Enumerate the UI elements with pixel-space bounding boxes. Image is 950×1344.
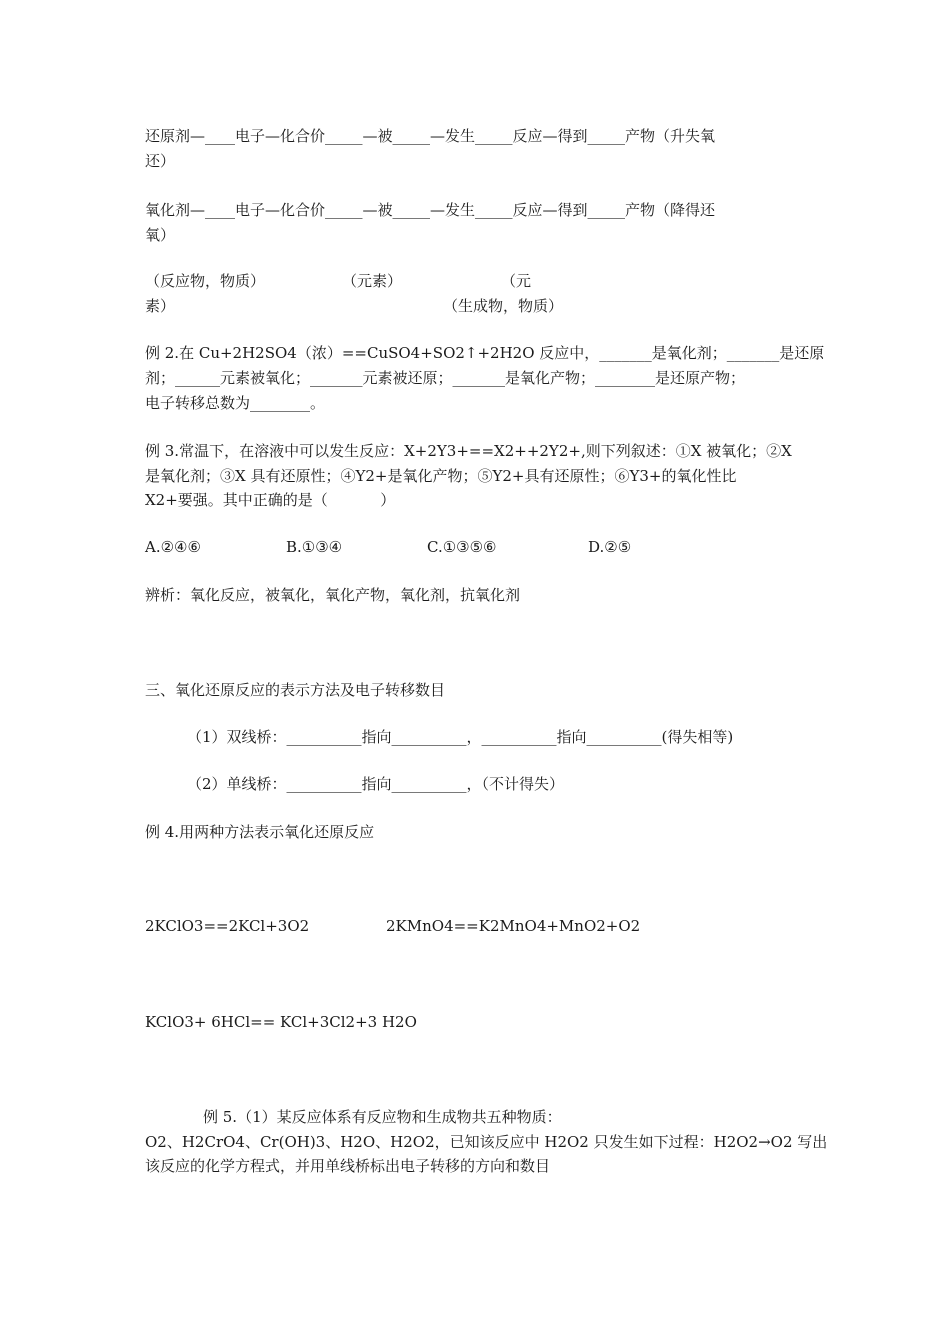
double-bridge-line: （1）双线桥：__________指向__________，__________指向__________(得失相等)	[187, 728, 734, 746]
option-b: B.①③④	[286, 538, 343, 556]
option-a: A.②④⑥	[145, 538, 201, 556]
equation-kclo3-decomposition: 2KClO3==2KCl+3O2	[145, 917, 310, 935]
equation-kclo3-hcl: KClO3+ 6HCl== KCl+3Cl2+3 H2O	[145, 1013, 417, 1031]
example-5-line-2: O2、H2CrO4、Cr(OH)3、H2O、H2O2，已知该反应中 H2O2 只发生如下过程：H2O2→O2 写出	[145, 1133, 828, 1151]
analysis-line: 辨析：氧化反应，被氧化，氧化产物，氧化剂，抗氧化剂	[145, 586, 521, 604]
equation-kmno4-decomposition: 2KMnO4==K2MnO4+MnO2+O2	[386, 917, 641, 935]
single-bridge-line: （2）单线桥：__________指向__________，（不计得失）	[187, 775, 565, 793]
example-5-line-3: 该反应的化学方程式，并用单线桥标出电子转移的方向和数目	[145, 1157, 551, 1175]
example-3-line-1: 例 3.常温下，在溶液中可以发生反应：X+2Y3+==X2++2Y2+,则下列叙述：①X 被氧化；②X	[145, 442, 792, 460]
reductant-chain-line: 还原剂—____电子—化合价_____—被_____—发生_____反应—得到_____产物（升失氧	[145, 127, 716, 145]
annotation-element-2: （元	[501, 272, 532, 290]
example-2-line-2: 剂；______元素被氧化；_______元素被还原；_______是氧化产物；________是还原产物；	[145, 369, 746, 387]
annotation-element-2-cont: 素）	[145, 297, 176, 315]
annotation-element: （元素）	[342, 272, 403, 290]
example-3-line-3: X2+要强。其中正确的是（ ）	[145, 491, 396, 509]
oxidant-chain-line-cont: 氧）	[145, 226, 176, 244]
example-3-line-2: 是氧化剂；③X 具有还原性；④Y2+是氧化产物；⑤Y2+具有还原性；⑥Y3+的氧化性比	[145, 467, 737, 485]
option-c: C.①③⑤⑥	[427, 538, 497, 556]
option-d: D.②⑤	[588, 538, 632, 556]
annotation-reactant: （反应物，物质）	[145, 272, 266, 290]
example-4-title: 例 4.用两种方法表示氧化还原反应	[145, 823, 375, 841]
annotation-product: （生成物，物质）	[443, 297, 564, 315]
example-5-line-1: 例 5.（1）某反应体系有反应物和生成物共五种物质：	[203, 1108, 562, 1126]
oxidant-chain-line: 氧化剂—____电子—化合价_____—被_____—发生_____反应—得到_____产物（降得还	[145, 201, 716, 219]
reductant-chain-line-cont: 还）	[145, 152, 176, 170]
example-2-line-3: 电子转移总数为________。	[145, 394, 326, 412]
example-2-line-1: 例 2.在 Cu+2H2SO4（浓）==CuSO4+SO2↑+2H2O 反应中，_______是氧化剂；_______是还原	[145, 344, 825, 362]
section-3-heading: 三、氧化还原反应的表示方法及电子转移数目	[145, 681, 446, 699]
